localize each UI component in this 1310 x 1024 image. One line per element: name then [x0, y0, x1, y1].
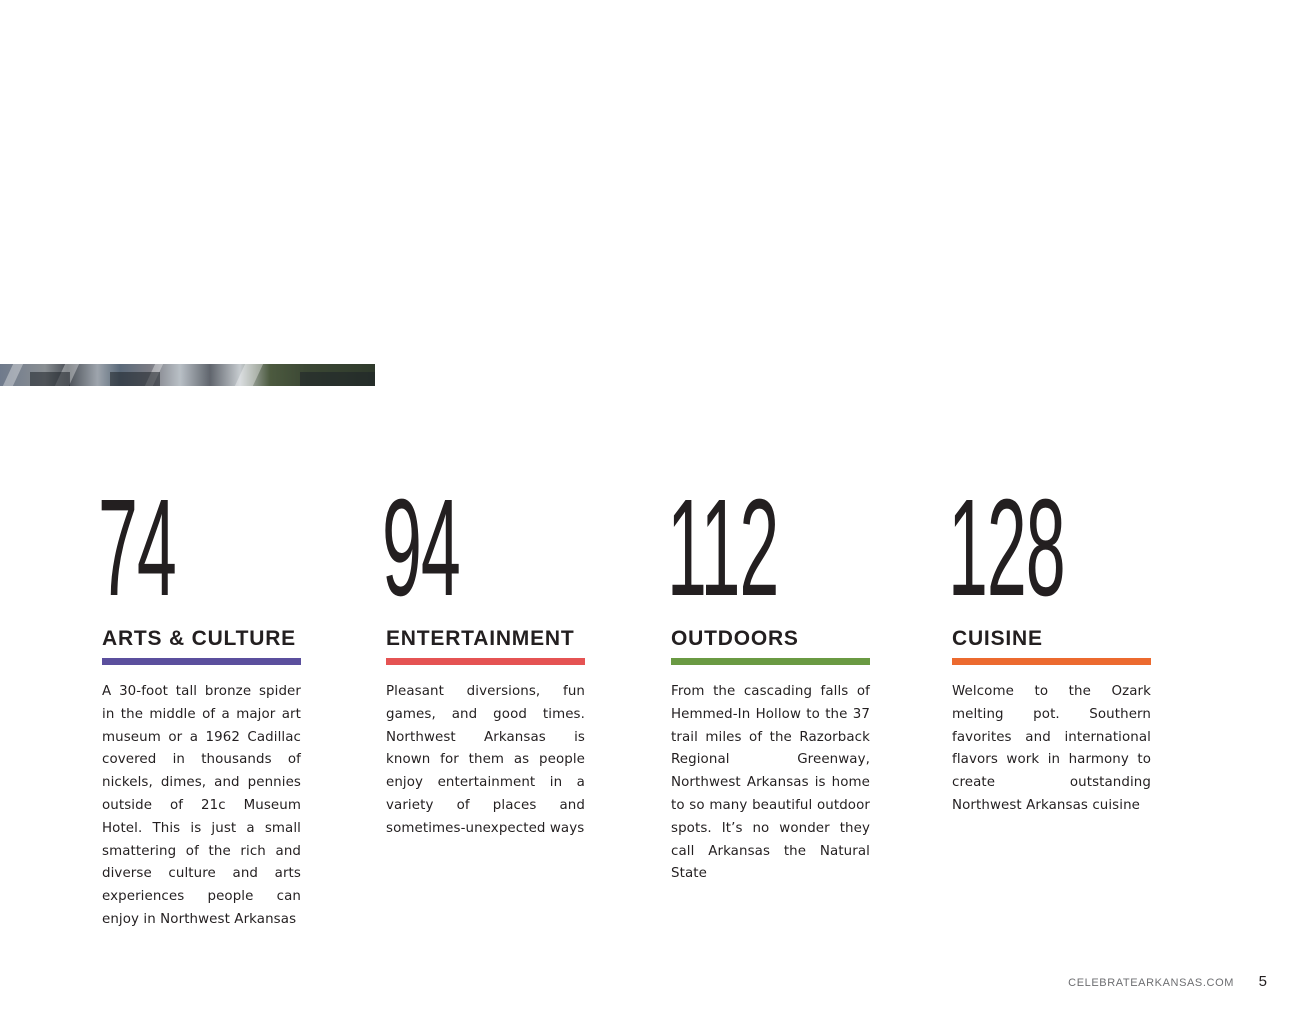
- photo-strip: [0, 364, 375, 386]
- stat-number: 74: [98, 471, 176, 625]
- stat-outdoors: [667, 471, 870, 900]
- stat-arts-culture: [98, 471, 301, 945]
- stat-number: 94: [382, 471, 460, 625]
- stat-number: 128: [948, 471, 1065, 625]
- stat-cuisine: [948, 471, 1151, 831]
- stat-color-bar: [102, 658, 301, 665]
- photo-shard: [3, 364, 23, 386]
- stat-heading: CUISINE: [952, 627, 1043, 650]
- photo-shard: [235, 364, 263, 386]
- stat-description: Pleasant diversions, fun games, and good times. Northwest Arkansas is known for them as people enjoy entertainment in a variety of places and sometimes-unexpected ways: [386, 684, 585, 836]
- stat-entertainment: [382, 471, 585, 854]
- stat-number: 112: [667, 471, 779, 625]
- stat-description: A 30-foot tall bronze spider in the middle of a major art museum or a 1962 Cadillac covered in thousands of nickels, dimes, and pennies outside of 21c Museum Hotel. This is just a small smattering of the rich and diverse culture and arts experiences people can enjoy in Northwest Arkansas: [102, 684, 301, 927]
- stat-description: From the cascading falls of Hemmed-In Hollow to the 37 trail miles of the Razorback Regional Greenway, Northwest Arkansas is home to so many beautiful outdoor spots. It’s no wonder they call Arkansas the Natural State: [671, 684, 870, 882]
- page-number: 5: [1258, 973, 1267, 990]
- photo-shadow: [30, 372, 70, 386]
- stat-description: Welcome to the Ozark melting pot. Southern favorites and international flavors work in harmony to create outstanding Northwest Arkansas cuisine: [952, 684, 1151, 813]
- stat-color-bar: [671, 658, 870, 665]
- photo-shadow: [110, 372, 160, 386]
- stat-color-bar: [952, 658, 1151, 665]
- photo-shadow: [300, 372, 375, 386]
- stat-heading: ARTS & CULTURE: [102, 627, 296, 650]
- stat-color-bar: [386, 658, 585, 665]
- footer-website: CELEBRATEARKANSAS.COM: [1068, 977, 1234, 989]
- stat-heading: ENTERTAINMENT: [386, 627, 575, 650]
- stat-heading: OUTDOORS: [671, 627, 799, 650]
